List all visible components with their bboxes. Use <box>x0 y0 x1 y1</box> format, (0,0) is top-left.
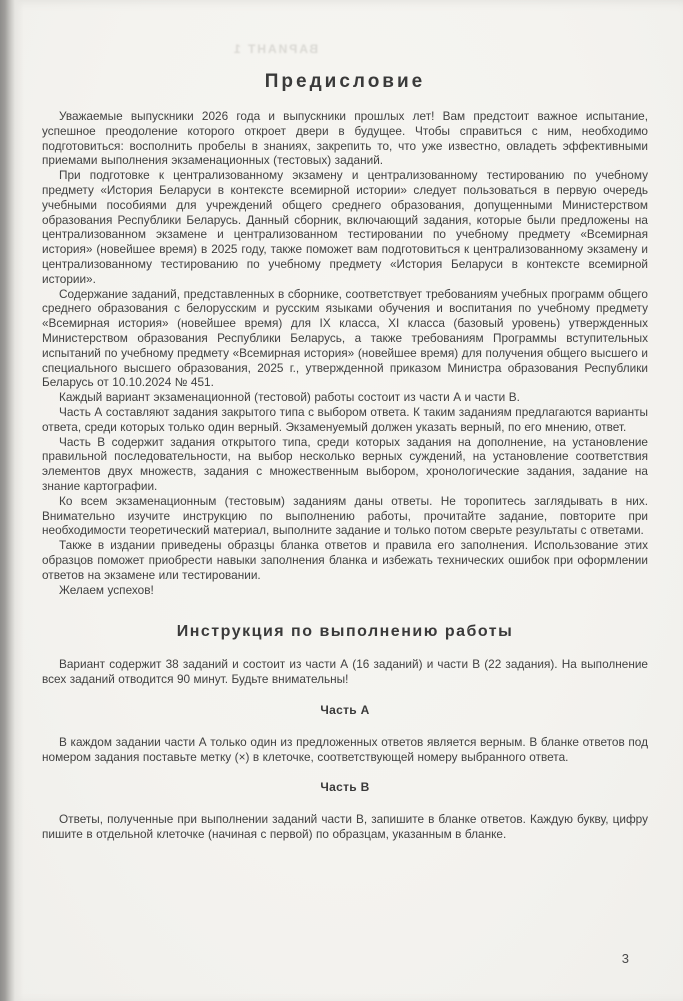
part-b-heading: Часть В <box>320 780 370 795</box>
preface-paragraph: Часть В содержит задания открытого типа, среди которых задания на дополнение, на установление правильной последовательности, на выбор несколько верных суждений, на установление соответствия элементов двух множеств, задания с множественным выбором, хронологические задания, задание на знание картографии. <box>42 434 648 493</box>
preface-title: Предисловие <box>264 71 426 92</box>
preface-paragraph: Содержание заданий, представленных в сборнике, соответствует требованиям учебных программ общего среднего образования с белорусским и русским языками обучения и воспитания по учебному предмету «Всемирная история» (новейшее время) для IX класса, XI класса (базовый уровень) утвержденных Министерством образования Республики Беларусь, а также требованиям Программы вступительных испытаний по учебному предмету «Всемирная история» (новейшее время) для получения общего высшего и специального высшего образования, 2025 г., утвержденной приказом Министра образования Республики Беларусь от 10.10.2024 № 451. <box>42 286 648 390</box>
page-number: 3 <box>621 951 629 966</box>
instructions-title: Инструкция по выполнению работы <box>176 623 514 641</box>
show-through-ghost-text: ВАРИАНТ 1 <box>231 42 319 56</box>
preface-paragraph: Ко всем экзаменационным (тестовым) заданиям даны ответы. Не торопитесь заглядывать в них. Внимательно изучите инструкцию по выполнению работы, прочитайте задание, повторите при необходимости теоретический материал, выполните задание и только потом сверьте результаты с ответами. <box>42 493 648 538</box>
preface-paragraph: Также в издании приведены образцы бланка ответов и правила его заполнения. Использование этих образцов поможет приобрести навыки заполнения бланка и избежать технических ошибок при оформлении ответов на экзамене или тестировании. <box>42 538 648 582</box>
part-b-body <box>42 812 648 842</box>
page-content <box>42 70 648 842</box>
part-a-heading: Часть А <box>320 702 370 717</box>
part-a-text: В каждом задании части А только один из предложенных ответов является верным. В бланке ответов под номером задания поставьте метку (×) в клеточке, соответствующей номеру выбранного ответа. <box>42 734 648 764</box>
preface-paragraph: Часть А составляют задания закрытого типа с выбором ответа. К таким заданиям предлагаются варианты ответа, среди которых только один верный. Экзаменуемый должен указать верный, по его мнению, ответ. <box>42 404 648 434</box>
part-a-body <box>42 735 648 765</box>
part-b-text: Ответы, полученные при выполнении заданий части В, запишите в бланке ответов. Каждую букву, цифру пишите в отдельной клеточке (начиная с первой) по образцам, указанным в бланке. <box>42 812 648 842</box>
instructions-intro: Вариант содержит 38 заданий и состоит из части А (16 заданий) и части В (22 задания). На выполнение всех заданий отводится 90 минут. Будьте внимательны! <box>42 657 648 687</box>
preface-paragraph: Уважаемые выпускники 2026 года и выпускники прошлых лет! Вам предстоит важное испытание, успешное преодоление которого откроет двери в будущее. Чтобы справиться с ним, необходимо подготовиться: восполнить пробелы в знаниях, закрепить то, что уже известно, овладеть эффективными приемами выполнения экзаменационных (тестовых) заданий. <box>42 109 648 168</box>
instructions-body <box>42 657 648 687</box>
preface-paragraph: Каждый вариант экзаменационной (тестовой) работы состоит из части А и части В. <box>59 390 520 405</box>
preface-paragraph: При подготовке к централизованному экзамену и централизованному тестированию по учебному предмету «История Беларуси в контексте всемирной истории» следует пользоваться в первую очередь учебными пособиями для учреждений общего среднего образования, допущенными Министерством образования Республики Беларусь. Данный сборник, включающий задания, которые были предложены на централизованном экзамене и централизованном тестировании по учебному предмету «Всемирная история» (новейшее время) в 2025 году, также поможет вам подготовиться к централизованному экзамену и централизованному тестированию по учебному предмету «История Беларуси в контексте всемирной истории». <box>42 168 648 286</box>
binding-shadow <box>0 0 24 1001</box>
preface-body <box>42 109 648 597</box>
preface-paragraph: Желаем успехов! <box>59 582 154 597</box>
